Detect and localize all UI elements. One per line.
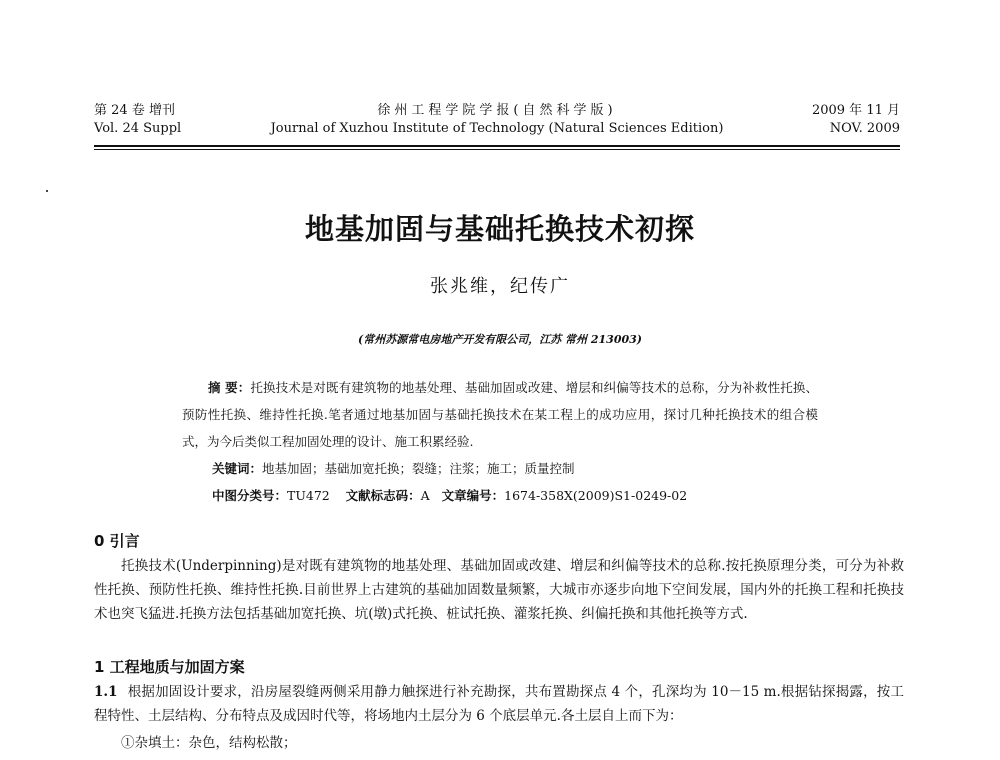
abstract-label: 摘 要： bbox=[208, 380, 251, 395]
subsection-1-1-text: 根据加固设计要求，沿房屋裂缝两侧采用静力触探进行补充勘探，共布置勘探点 4 个，孔深均为 10－15 m.根据钻探揭露，按工程特性、土层结构、分布特点及成因时代等，将场地内土层分为 6 个底层单元.各土层自上而下为： bbox=[94, 684, 904, 724]
header-rule-thin bbox=[94, 149, 900, 150]
header-rule-thick bbox=[94, 145, 900, 147]
soil-layer-item-1: ①杂填土：杂色，结构松散； bbox=[121, 735, 297, 751]
abstract-block bbox=[182, 374, 818, 509]
subsection-1-1-paragraph bbox=[94, 680, 904, 728]
keywords-label: 关键词： bbox=[212, 461, 263, 476]
section-0-body bbox=[94, 554, 904, 626]
volume-cn: 第 24 卷 增刊 bbox=[94, 103, 175, 118]
doc-code-label: 文献标志码： bbox=[345, 488, 421, 503]
abstract-paragraph bbox=[182, 374, 818, 455]
issue-date-cn: 2009 年 11 月 bbox=[811, 103, 900, 118]
journal-name-cn: 徐州工程学院学报(自然科学版) bbox=[377, 103, 617, 118]
section-0-paragraph: 托换技术(Underpinning)是对既有建筑物的地基处理、基础加固或改建、增层和纠偏等技术的总称.按托换原理分类，可分为补救性托换、预防性托换、维持性托换.目前世界上古建筑的基础加固数量频繁，大城市亦逐步向地下空间发展，国内外的托换工程和托换技术也突飞猛进.托换方法包括基础加宽托换、坑(墩)式托换、桩试托换、灌浆托换、纠偏托换和其他托换等方式. bbox=[94, 558, 904, 622]
scan-speck bbox=[46, 190, 48, 192]
paper-authors: 张兆维，纪传广 bbox=[430, 276, 570, 297]
clc-value: TU472 bbox=[287, 488, 330, 503]
journal-header bbox=[94, 102, 900, 142]
keywords-text: 地基加固；基础加宽托换；裂缝；注浆；施工；质量控制 bbox=[262, 461, 575, 476]
article-number-label: 文章编号： bbox=[441, 488, 505, 503]
doc-code-value: A bbox=[420, 488, 430, 503]
volume-en: Vol. 24 Suppl bbox=[94, 121, 182, 136]
abstract-text: 托换技术是对既有建筑物的地基处理、基础加固或改建、增层和纠偏等技术的总称，分为补救性托换、预防性托换、维持性托换.笔者通过地基加固与基础托换技术在某工程上的成功应用，探讨几种托换技术的组合模式，为今后类似工程加固处理的设计、施工积累经验. bbox=[182, 380, 818, 449]
subsection-number: 1.1 bbox=[94, 684, 118, 700]
issue-date bbox=[812, 102, 900, 138]
author-affiliation: (常州苏源常电房地产开发有限公司，江苏 常州 213003) bbox=[358, 333, 642, 346]
journal-name bbox=[94, 102, 900, 138]
article-number-value: 1674-358X(2009)S1-0249-02 bbox=[504, 488, 688, 503]
issue-date-en: NOV. 2009 bbox=[829, 121, 900, 136]
classification-line bbox=[182, 482, 818, 509]
clc-label: 中图分类号： bbox=[212, 488, 288, 503]
paper-title: 地基加固与基础托换技术初探 bbox=[304, 212, 695, 246]
section-0-heading: 0 引言 bbox=[94, 532, 140, 550]
section-1-heading: 1 工程地质与加固方案 bbox=[94, 658, 245, 676]
section-1-body bbox=[94, 680, 904, 728]
journal-name-en: Journal of Xuzhou Institute of Technology (Natural Sciences Edition) bbox=[270, 121, 724, 136]
keywords-line bbox=[182, 455, 818, 482]
